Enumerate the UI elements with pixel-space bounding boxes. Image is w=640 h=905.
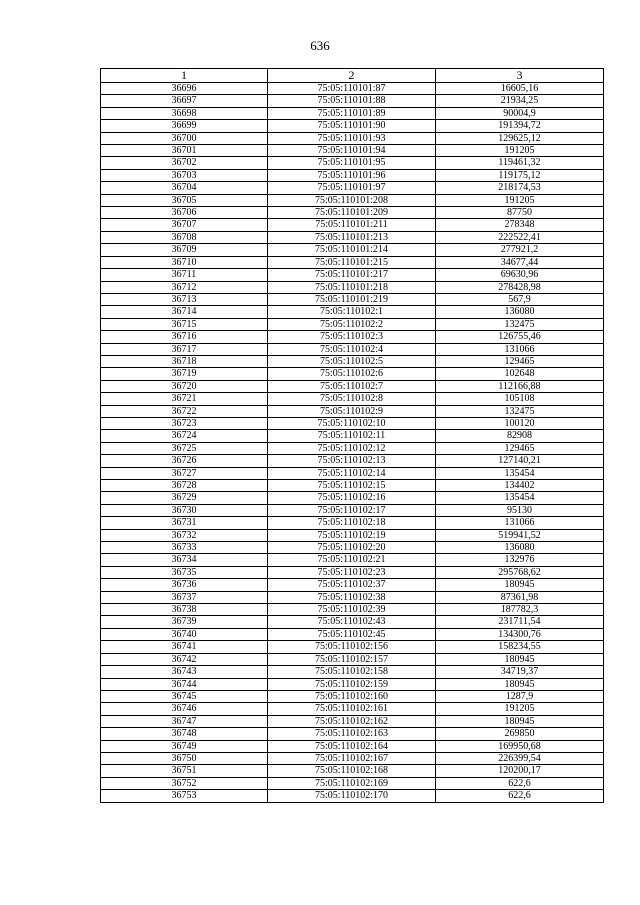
row-number-cell: 36744 [101, 678, 268, 690]
row-number-cell: 36729 [101, 492, 268, 504]
row-number-cell: 36752 [101, 777, 268, 789]
cadastral-number-cell: 75:05:110102:164 [268, 740, 436, 752]
value-cell: 129625,12 [436, 132, 604, 144]
table-row [101, 529, 604, 541]
value-cell: 278428,98 [436, 281, 604, 293]
value-cell: 131066 [436, 517, 604, 529]
cadastral-number-cell: 75:05:110101:217 [268, 269, 436, 281]
row-number-cell: 36746 [101, 703, 268, 715]
value-cell: 34677,44 [436, 256, 604, 268]
table-body [101, 83, 604, 803]
value-cell: 278348 [436, 219, 604, 231]
table-row [101, 231, 604, 243]
row-number-cell: 36704 [101, 182, 268, 194]
page-number: 636 [310, 38, 330, 53]
cadastral-number-cell: 75:05:110102:37 [268, 579, 436, 591]
table-row [101, 256, 604, 268]
table-row [101, 157, 604, 169]
value-cell: 134300,76 [436, 628, 604, 640]
value-cell: 100120 [436, 417, 604, 429]
value-cell: 131066 [436, 343, 604, 355]
row-number-cell: 36703 [101, 169, 268, 181]
row-number-cell: 36699 [101, 120, 268, 132]
value-cell: 69630,96 [436, 269, 604, 281]
table-row [101, 579, 604, 591]
cadastral-number-cell: 75:05:110102:169 [268, 777, 436, 789]
row-number-cell: 36743 [101, 666, 268, 678]
row-number-cell: 36721 [101, 393, 268, 405]
row-number-cell: 36696 [101, 83, 268, 95]
table-row [101, 542, 604, 554]
row-number-cell: 36739 [101, 616, 268, 628]
cadastral-number-cell: 75:05:110102:18 [268, 517, 436, 529]
row-number-cell: 36712 [101, 281, 268, 293]
value-cell: 180945 [436, 653, 604, 665]
cadastral-number-cell: 75:05:110102:168 [268, 765, 436, 777]
value-cell: 16605,16 [436, 83, 604, 95]
value-cell: 169950,68 [436, 740, 604, 752]
cadastral-number-cell: 75:05:110102:1 [268, 306, 436, 318]
row-number-cell: 36709 [101, 244, 268, 256]
value-cell: 112166,88 [436, 380, 604, 392]
cadastral-number-cell: 75:05:110102:17 [268, 504, 436, 516]
value-cell: 132475 [436, 318, 604, 330]
row-number-cell: 36747 [101, 715, 268, 727]
row-number-cell: 36736 [101, 579, 268, 591]
table-row [101, 293, 604, 305]
value-cell: 105108 [436, 393, 604, 405]
value-cell: 95130 [436, 504, 604, 516]
cadastral-number-cell: 75:05:110102:43 [268, 616, 436, 628]
table-row [101, 281, 604, 293]
value-cell: 191394,72 [436, 120, 604, 132]
table-row [101, 740, 604, 752]
value-cell: 126755,46 [436, 331, 604, 343]
value-cell: 129465 [436, 355, 604, 367]
value-cell: 102648 [436, 368, 604, 380]
row-number-cell: 36751 [101, 765, 268, 777]
table-row [101, 467, 604, 479]
cadastral-number-cell: 75:05:110102:160 [268, 690, 436, 702]
row-number-cell: 36735 [101, 566, 268, 578]
value-cell: 180945 [436, 678, 604, 690]
table-row [101, 442, 604, 454]
table-row [101, 715, 604, 727]
table-row [101, 182, 604, 194]
cadastral-number-cell: 75:05:110101:209 [268, 207, 436, 219]
row-number-cell: 36697 [101, 95, 268, 107]
cadastral-number-cell: 75:05:110102:20 [268, 542, 436, 554]
value-cell: 1287,9 [436, 690, 604, 702]
cadastral-number-cell: 75:05:110102:6 [268, 368, 436, 380]
cadastral-number-cell: 75:05:110101:215 [268, 256, 436, 268]
cadastral-number-cell: 75:05:110102:7 [268, 380, 436, 392]
value-cell: 226399,54 [436, 752, 604, 764]
table-row [101, 393, 604, 405]
value-cell: 519941,52 [436, 529, 604, 541]
table-row [101, 244, 604, 256]
row-number-cell: 36723 [101, 417, 268, 429]
table-row [101, 554, 604, 566]
table-row [101, 790, 604, 802]
cadastral-number-cell: 75:05:110101:90 [268, 120, 436, 132]
value-cell: 21934,25 [436, 95, 604, 107]
value-cell: 567,9 [436, 293, 604, 305]
row-number-cell: 36715 [101, 318, 268, 330]
table-row [101, 83, 604, 95]
table-row [101, 194, 604, 206]
row-number-cell: 36708 [101, 231, 268, 243]
row-number-cell: 36725 [101, 442, 268, 454]
cadastral-number-cell: 75:05:110101:88 [268, 95, 436, 107]
row-number-cell: 36716 [101, 331, 268, 343]
table-row [101, 355, 604, 367]
row-number-cell: 36700 [101, 132, 268, 144]
cadastral-number-cell: 75:05:110102:163 [268, 728, 436, 740]
table-row [101, 95, 604, 107]
value-cell: 132976 [436, 554, 604, 566]
cadastral-number-cell: 75:05:110102:39 [268, 604, 436, 616]
cadastral-number-cell: 75:05:110101:87 [268, 83, 436, 95]
row-number-cell: 36750 [101, 752, 268, 764]
table-header-row [101, 69, 604, 83]
row-number-cell: 36711 [101, 269, 268, 281]
row-number-cell: 36717 [101, 343, 268, 355]
value-cell: 87750 [436, 207, 604, 219]
cadastral-number-cell: 75:05:110102:159 [268, 678, 436, 690]
value-cell: 180945 [436, 579, 604, 591]
row-number-cell: 36707 [101, 219, 268, 231]
value-cell: 135454 [436, 492, 604, 504]
row-number-cell: 36720 [101, 380, 268, 392]
row-number-cell: 36724 [101, 430, 268, 442]
row-number-cell: 36706 [101, 207, 268, 219]
row-number-cell: 36734 [101, 554, 268, 566]
cadastral-number-cell: 75:05:110102:4 [268, 343, 436, 355]
cadastral-number-cell: 75:05:110102:8 [268, 393, 436, 405]
row-number-cell: 36710 [101, 256, 268, 268]
table-row [101, 616, 604, 628]
table-row [101, 480, 604, 492]
value-cell: 622,6 [436, 790, 604, 802]
table-row [101, 207, 604, 219]
value-cell: 136080 [436, 306, 604, 318]
value-cell: 295768,62 [436, 566, 604, 578]
cadastral-number-cell: 75:05:110102:45 [268, 628, 436, 640]
registry-table [100, 68, 604, 803]
row-number-cell: 36742 [101, 653, 268, 665]
value-cell: 120200,17 [436, 765, 604, 777]
cadastral-number-cell: 75:05:110101:89 [268, 107, 436, 119]
value-cell: 119461,32 [436, 157, 604, 169]
table-row [101, 145, 604, 157]
cadastral-number-cell: 75:05:110101:97 [268, 182, 436, 194]
cadastral-number-cell: 75:05:110101:219 [268, 293, 436, 305]
value-cell: 129465 [436, 442, 604, 454]
value-cell: 87361,98 [436, 591, 604, 603]
cadastral-number-cell: 75:05:110102:16 [268, 492, 436, 504]
table-row [101, 604, 604, 616]
table-row [101, 417, 604, 429]
value-cell: 180945 [436, 715, 604, 727]
cadastral-number-cell: 75:05:110102:14 [268, 467, 436, 479]
cadastral-number-cell: 75:05:110102:162 [268, 715, 436, 727]
value-cell: 218174,53 [436, 182, 604, 194]
cadastral-number-cell: 75:05:110102:156 [268, 641, 436, 653]
row-number-cell: 36740 [101, 628, 268, 640]
column-header-2: 2 [268, 69, 436, 83]
table-row [101, 331, 604, 343]
value-cell: 158234,55 [436, 641, 604, 653]
row-number-cell: 36718 [101, 355, 268, 367]
cadastral-number-cell: 75:05:110102:11 [268, 430, 436, 442]
value-cell: 622,6 [436, 777, 604, 789]
cadastral-number-cell: 75:05:110101:95 [268, 157, 436, 169]
value-cell: 127140,21 [436, 455, 604, 467]
cadastral-number-cell: 75:05:110102:9 [268, 405, 436, 417]
table-row [101, 269, 604, 281]
table-row [101, 653, 604, 665]
value-cell: 90004,9 [436, 107, 604, 119]
table-row [101, 591, 604, 603]
row-number-cell: 36727 [101, 467, 268, 479]
value-cell: 119175,12 [436, 169, 604, 181]
value-cell: 269850 [436, 728, 604, 740]
table-row [101, 666, 604, 678]
cadastral-number-cell: 75:05:110101:93 [268, 132, 436, 144]
table-row [101, 343, 604, 355]
cadastral-number-cell: 75:05:110102:13 [268, 455, 436, 467]
cadastral-number-cell: 75:05:110102:15 [268, 480, 436, 492]
table-row [101, 169, 604, 181]
row-number-cell: 36728 [101, 480, 268, 492]
cadastral-number-cell: 75:05:110101:94 [268, 145, 436, 157]
value-cell: 191205 [436, 194, 604, 206]
table-row [101, 566, 604, 578]
table-row [101, 641, 604, 653]
table-row [101, 380, 604, 392]
table-row [101, 628, 604, 640]
cadastral-number-cell: 75:05:110102:2 [268, 318, 436, 330]
table-row [101, 306, 604, 318]
table-row [101, 690, 604, 702]
table-row [101, 318, 604, 330]
cadastral-number-cell: 75:05:110102:23 [268, 566, 436, 578]
row-number-cell: 36722 [101, 405, 268, 417]
row-number-cell: 36714 [101, 306, 268, 318]
cadastral-number-cell: 75:05:110101:208 [268, 194, 436, 206]
value-cell: 134402 [436, 480, 604, 492]
table-row [101, 765, 604, 777]
cadastral-number-cell: 75:05:110102:157 [268, 653, 436, 665]
cadastral-number-cell: 75:05:110102:12 [268, 442, 436, 454]
value-cell: 191205 [436, 703, 604, 715]
table-row [101, 703, 604, 715]
value-cell: 132475 [436, 405, 604, 417]
row-number-cell: 36731 [101, 517, 268, 529]
cadastral-number-cell: 75:05:110101:213 [268, 231, 436, 243]
row-number-cell: 36749 [101, 740, 268, 752]
table-row [101, 120, 604, 132]
cadastral-number-cell: 75:05:110102:167 [268, 752, 436, 764]
cadastral-number-cell: 75:05:110102:3 [268, 331, 436, 343]
row-number-cell: 36741 [101, 641, 268, 653]
cadastral-number-cell: 75:05:110102:5 [268, 355, 436, 367]
cadastral-number-cell: 75:05:110102:170 [268, 790, 436, 802]
value-cell: 277921,2 [436, 244, 604, 256]
table-row [101, 752, 604, 764]
column-header-1: 1 [101, 69, 268, 83]
row-number-cell: 36753 [101, 790, 268, 802]
table-row [101, 504, 604, 516]
table-row [101, 219, 604, 231]
cadastral-number-cell: 75:05:110102:10 [268, 417, 436, 429]
row-number-cell: 36705 [101, 194, 268, 206]
cadastral-number-cell: 75:05:110102:158 [268, 666, 436, 678]
cadastral-number-cell: 75:05:110101:96 [268, 169, 436, 181]
cadastral-number-cell: 75:05:110102:38 [268, 591, 436, 603]
row-number-cell: 36730 [101, 504, 268, 516]
value-cell: 136080 [436, 542, 604, 554]
row-number-cell: 36738 [101, 604, 268, 616]
cadastral-number-cell: 75:05:110102:161 [268, 703, 436, 715]
value-cell: 82908 [436, 430, 604, 442]
row-number-cell: 36733 [101, 542, 268, 554]
table-row [101, 368, 604, 380]
table-row [101, 132, 604, 144]
cadastral-number-cell: 75:05:110101:218 [268, 281, 436, 293]
row-number-cell: 36726 [101, 455, 268, 467]
row-number-cell: 36745 [101, 690, 268, 702]
row-number-cell: 36713 [101, 293, 268, 305]
row-number-cell: 36748 [101, 728, 268, 740]
cadastral-number-cell: 75:05:110102:21 [268, 554, 436, 566]
column-header-3: 3 [436, 69, 604, 83]
value-cell: 34719,37 [436, 666, 604, 678]
table-row [101, 517, 604, 529]
table-row [101, 405, 604, 417]
value-cell: 222522,41 [436, 231, 604, 243]
cadastral-number-cell: 75:05:110101:214 [268, 244, 436, 256]
value-cell: 231711,54 [436, 616, 604, 628]
table-row [101, 728, 604, 740]
row-number-cell: 36698 [101, 107, 268, 119]
row-number-cell: 36701 [101, 145, 268, 157]
row-number-cell: 36732 [101, 529, 268, 541]
table-row [101, 107, 604, 119]
table-row [101, 430, 604, 442]
row-number-cell: 36737 [101, 591, 268, 603]
table-row [101, 678, 604, 690]
table-row [101, 455, 604, 467]
table-row [101, 777, 604, 789]
row-number-cell: 36719 [101, 368, 268, 380]
cadastral-number-cell: 75:05:110102:19 [268, 529, 436, 541]
value-cell: 187782,3 [436, 604, 604, 616]
value-cell: 135454 [436, 467, 604, 479]
cadastral-number-cell: 75:05:110101:211 [268, 219, 436, 231]
row-number-cell: 36702 [101, 157, 268, 169]
value-cell: 191205 [436, 145, 604, 157]
table-row [101, 492, 604, 504]
